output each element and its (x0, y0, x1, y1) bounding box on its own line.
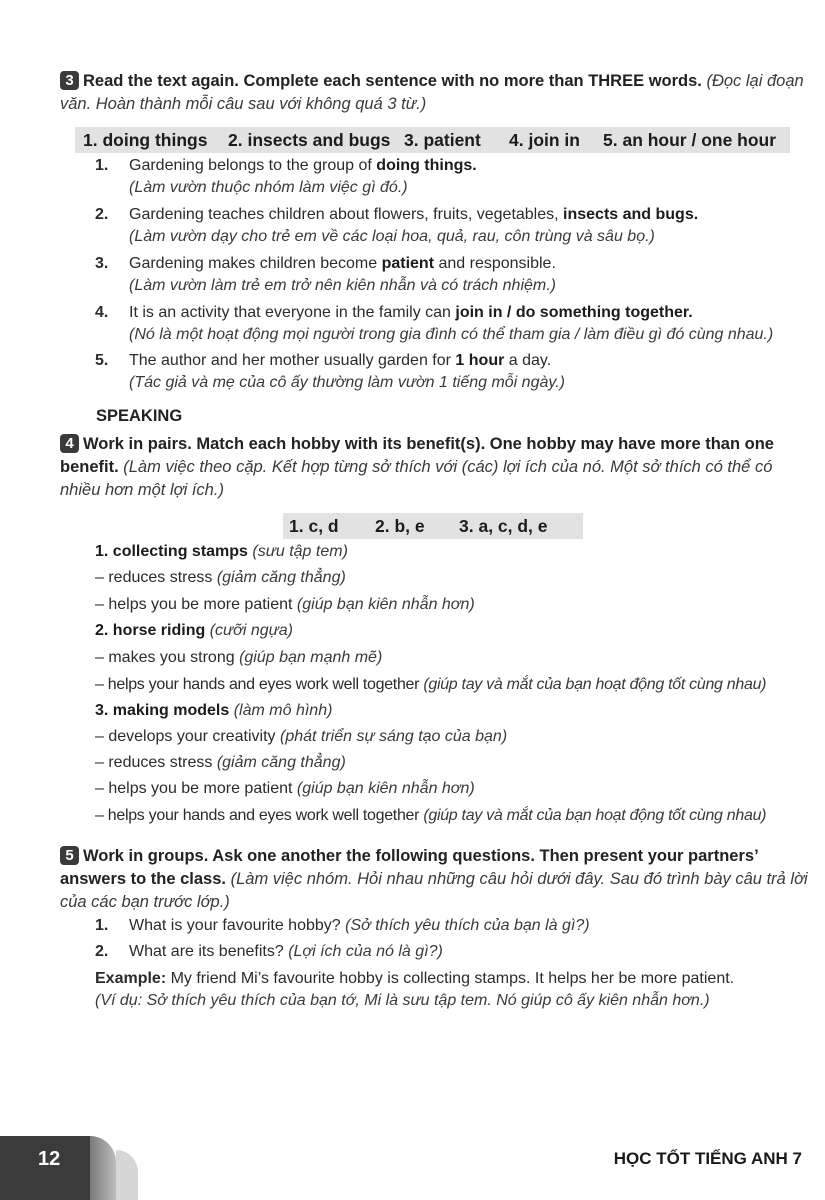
question-number: 2. (95, 943, 109, 960)
question-text: Gardening makes children become patient and responsible. (129, 255, 556, 272)
exercise-translation: (Đọc lại đoạn văn. Hoàn thành mỗi câu sau với không quá 3 từ.) (60, 72, 804, 113)
question-text: Gardening teaches children about flowers, fruits, vegetables, insects and bugs. (129, 206, 699, 223)
answer-key-bar (75, 127, 790, 153)
question-text: Gardening belongs to the group of doing things. (129, 157, 477, 174)
exercise-instruction: Work in groups. Ask one another the following questions. Then present your partners’ answers to the class. (60, 847, 758, 888)
hobby-title: 2. horse riding (cưỡi ngựa) (95, 622, 294, 639)
example-translation: (Ví dụ: Sở thích yêu thích của bạn tớ, Mi là sưu tập tem. Nó giúp cô ấy kiên nhẫn hơn.) (95, 992, 710, 1009)
question-translation: (Làm vườn thuộc nhóm làm việc gì đó.) (129, 179, 408, 196)
hobby-title: 1. collecting stamps (sưu tập tem) (95, 543, 348, 560)
question-number: 5. (95, 352, 109, 369)
exercise-instruction: Read the text again. Complete each sentence with no more than THREE words. (83, 72, 702, 90)
exercise-number-badge: 5 (60, 846, 79, 865)
question-text: The author and her mother usually garden for 1 hour a day. (129, 352, 552, 369)
answer-item: 1. c, d (289, 516, 339, 536)
exercise-number-badge: 4 (60, 434, 79, 453)
exercise-5-heading (60, 845, 810, 914)
section-title: SPEAKING (96, 407, 183, 425)
question-number: 1. (95, 157, 109, 174)
exercise-translation: (Làm việc theo cặp. Kết hợp từng sở thích với (các) lợi ích của nó. Một sở thích có thể có nhiều hơn một lợi ích.) (60, 458, 773, 499)
answer-item: 2. insects and bugs (228, 130, 391, 150)
question-text: It is an activity that everyone in the family can join in / do something together. (129, 304, 693, 321)
hobby-title: 3. making models (làm mô hình) (95, 702, 333, 719)
question-translation: (Nó là một hoạt động mọi người trong gia đình có thể tham gia / làm điều gì đó cùng nhau.) (129, 326, 774, 343)
question-number: 3. (95, 255, 109, 272)
exercise-translation: (Làm việc nhóm. Hỏi nhau những câu hỏi dưới đây. Sau đó trình bày câu trả lời của các bạn trước lớp.) (60, 870, 808, 911)
answer-item: 2. b, e (375, 516, 425, 536)
exercise-4-heading (60, 433, 810, 502)
benefit-item: – reduces stress (giảm căng thẳng) (95, 569, 346, 586)
book-title: HỌC TỐT TIẾNG ANH 7 (613, 1149, 802, 1168)
answer-item: 3. patient (404, 130, 481, 150)
exercise-instruction: Work in pairs. Match each hobby with its benefit(s). One hobby may have more than one benefit. (60, 435, 774, 476)
question-number: 2. (95, 206, 109, 223)
benefit-item: – helps your hands and eyes work well together (giúp tay và mắt của bạn hoạt động tốt cùng nhau) (95, 676, 767, 693)
benefit-item: – reduces stress (giảm căng thẳng) (95, 754, 346, 771)
answer-item: 3. a, c, d, e (459, 516, 548, 536)
answer-key-bar (283, 513, 583, 539)
answer-item: 1. doing things (83, 130, 208, 150)
answer-item: 4. join in (509, 130, 580, 150)
benefit-item: – helps your hands and eyes work well together (giúp tay và mắt của bạn hoạt động tốt cùng nhau) (95, 807, 767, 824)
example-text: Example: My friend Mi’s favourite hobby is collecting stamps. It helps her be more patient. (95, 970, 735, 987)
tab-shadow (90, 1136, 116, 1200)
question-number: 1. (95, 917, 109, 934)
benefit-item: – makes you strong (giúp bạn mạnh mẽ) (95, 649, 383, 666)
benefit-item: – develops your creativity (phát triển sự sáng tạo của bạn) (95, 728, 508, 745)
question-translation: (Làm vườn làm trẻ em trở nên kiên nhẫn và có trách nhiệm.) (129, 277, 556, 294)
tab-shadow (116, 1150, 138, 1200)
benefit-item: – helps you be more patient (giúp bạn kiên nhẫn hơn) (95, 780, 475, 797)
question-number: 4. (95, 304, 109, 321)
answer-item: 5. an hour / one hour (603, 130, 777, 150)
question-text: What is your favourite hobby? (Sở thích yêu thích của bạn là gì?) (129, 917, 590, 934)
page-number: 12 (38, 1148, 61, 1170)
exercise-3-heading (60, 70, 810, 116)
exercise-number-badge: 3 (60, 71, 79, 90)
question-translation: (Tác giả và mẹ của cô ấy thường làm vườn 1 tiếng mỗi ngày.) (129, 374, 565, 391)
question-translation: (Làm vườn dạy cho trẻ em về các loại hoa, quả, rau, côn trùng và sâu bọ.) (129, 228, 655, 245)
question-text: What are its benefits? (Lợi ích của nó là gì?) (129, 943, 443, 960)
benefit-item: – helps you be more patient (giúp bạn kiên nhẫn hơn) (95, 596, 475, 613)
